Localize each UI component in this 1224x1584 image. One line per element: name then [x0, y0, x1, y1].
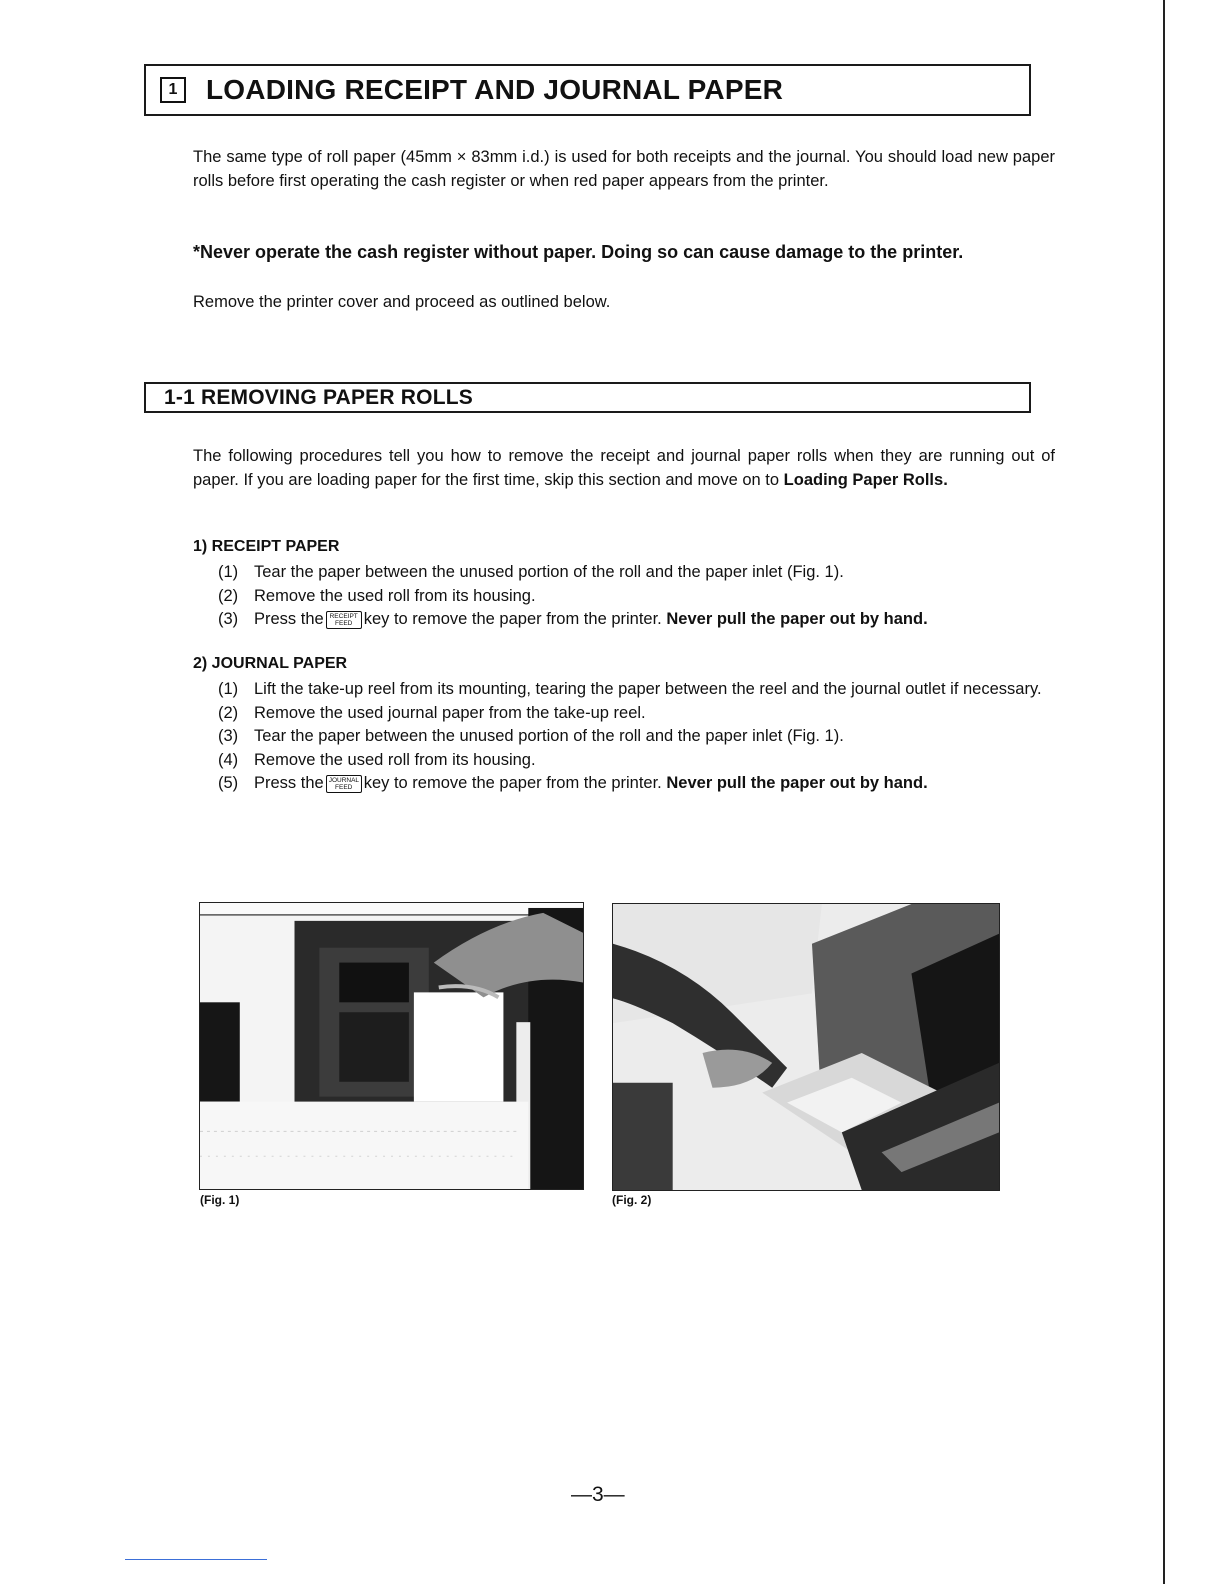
step-number: (1)	[218, 680, 239, 698]
step-text	[254, 608, 1060, 632]
step-text-post: key to remove the paper from the printer.	[363, 774, 662, 792]
key-top-label: RECEIPT	[329, 612, 358, 620]
section-title: LOADING RECEIPT AND JOURNAL PAPER	[206, 74, 784, 105]
figure-2-caption: (Fig. 2)	[612, 1193, 652, 1207]
list-item	[218, 678, 1060, 702]
removing-intro-text: The following procedures tell you how to remove the receipt and journal paper rolls when they are running out of paper. If you are loading paper for the first time, skip this section and move on to	[193, 447, 1055, 489]
list-item	[218, 585, 1060, 609]
step-number: (1)	[218, 563, 239, 581]
warning-paragraph: *Never operate the cash register without paper. Doing so can cause damage to the printer.	[193, 242, 964, 262]
section-header-removing	[144, 382, 1031, 413]
subsection-title: 1-1 REMOVING PAPER ROLLS	[164, 385, 473, 409]
figure-1-caption: (Fig. 1)	[200, 1193, 240, 1207]
removing-intro-paragraph	[193, 444, 1055, 492]
step-text: Tear the paper between the unused portion of the roll and the paper inlet (Fig. 1).	[254, 727, 844, 745]
step-number: (2)	[218, 703, 239, 722]
receipt-steps-list	[218, 561, 1060, 632]
list-item	[218, 608, 1060, 632]
step-warning: Never pull the paper out by hand.	[666, 774, 928, 792]
step-text-post: key to remove the paper from the printer.	[363, 610, 662, 628]
section-number-box: 1	[160, 77, 186, 103]
step-text	[254, 772, 1060, 796]
list-item	[218, 749, 1060, 773]
step-number: (4)	[218, 750, 239, 769]
step-warning: Never pull the paper out by hand.	[666, 610, 928, 628]
step-number: (5)	[218, 774, 239, 792]
list-item	[218, 702, 1060, 726]
journal-steps-list	[218, 678, 1060, 796]
journal-paper-heading: 2) JOURNAL PAPER	[193, 655, 348, 672]
intro-paragraph: The same type of roll paper (45mm × 83mm i.d.) is used for both receipts and the journal. You should load new paper rolls before first operating the cash register or when red paper appears from the printer.	[193, 148, 1055, 190]
key-bottom-label: FEED	[335, 783, 353, 791]
printer-tearing-paper-photo	[200, 903, 583, 1189]
section-header-loading	[144, 64, 1031, 116]
step-number: (3)	[218, 610, 239, 628]
step-text-pre: Press the	[254, 610, 324, 628]
list-item	[218, 725, 1060, 749]
step-text: Remove the used roll from its housing.	[254, 586, 536, 605]
step-text: Lift the take-up reel from its mounting, tearing the paper between the reel and the journal outlet if necessary.	[254, 680, 1042, 698]
footer-rule	[125, 1559, 267, 1560]
step-text: Remove the used roll from its housing.	[254, 750, 536, 769]
step-text-pre: Press the	[254, 774, 324, 792]
page-number: —3—	[571, 1483, 625, 1506]
step-text: Remove the used journal paper from the take-up reel.	[254, 703, 646, 722]
page-edge-line	[1163, 0, 1165, 1584]
receipt-paper-heading: 1) RECEIPT PAPER	[193, 538, 340, 555]
figure-1-photo	[199, 902, 584, 1190]
hand-removing-roll-photo	[613, 904, 999, 1190]
loading-paper-rolls-reference: Loading Paper Rolls.	[783, 471, 948, 489]
receipt-feed-key-icon	[326, 611, 362, 629]
step-number: (2)	[218, 586, 239, 605]
figure-2-photo	[612, 903, 1000, 1191]
list-item	[218, 561, 1060, 585]
instruction-paragraph: Remove the printer cover and proceed as outlined below.	[193, 293, 611, 311]
list-item	[218, 772, 1060, 796]
key-bottom-label: FEED	[335, 619, 353, 627]
key-top-label: JOURNAL	[328, 776, 360, 784]
step-number: (3)	[218, 727, 239, 745]
step-text: Tear the paper between the unused portion of the roll and the paper inlet (Fig. 1).	[254, 563, 844, 581]
journal-feed-key-icon	[326, 775, 362, 793]
